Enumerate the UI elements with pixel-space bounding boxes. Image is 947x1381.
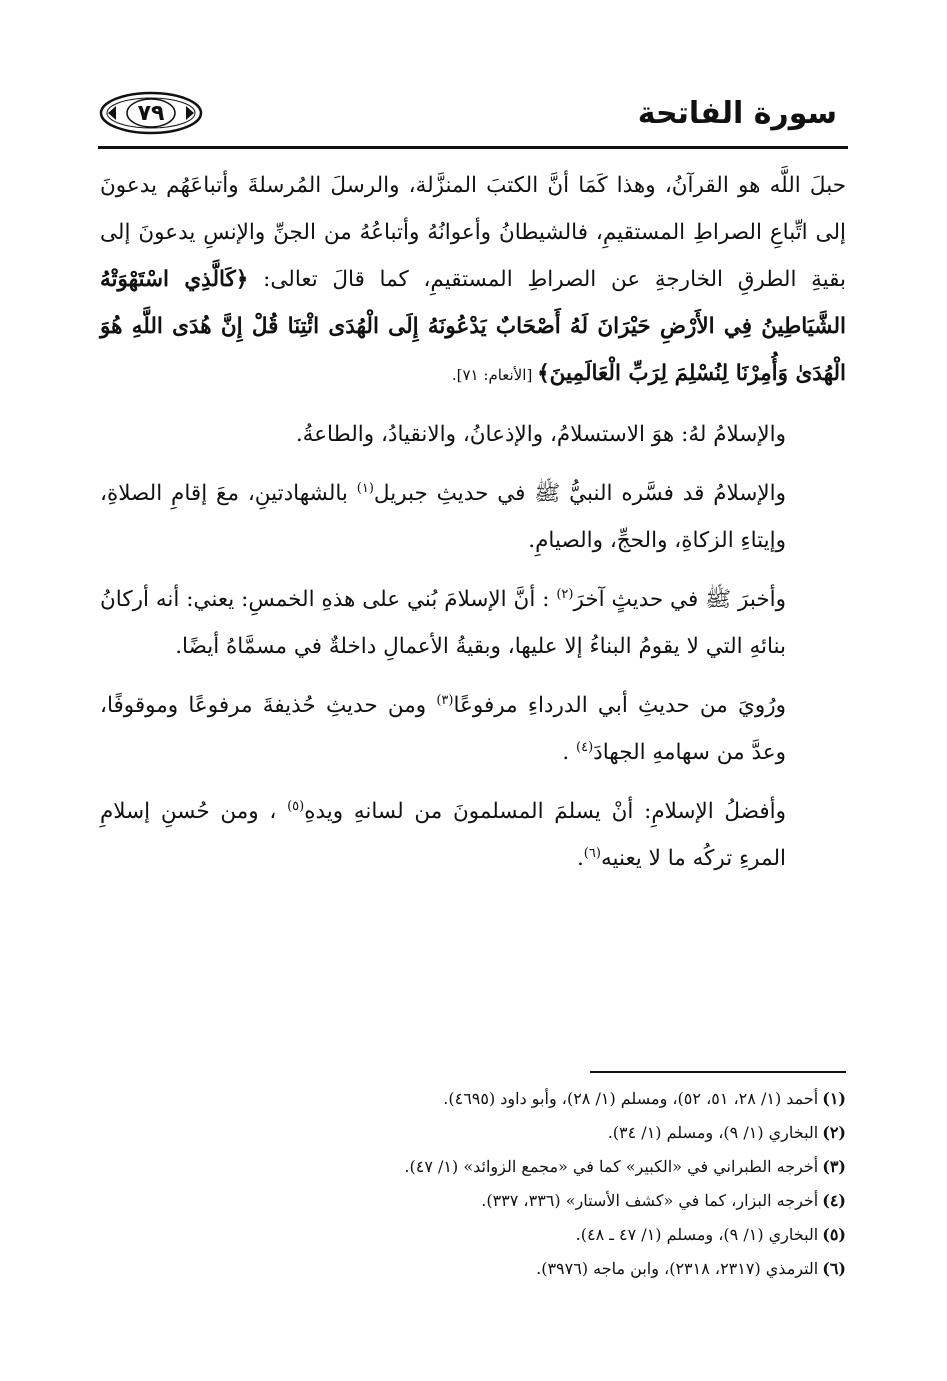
- footnote-marker-1[interactable]: (١): [356, 480, 374, 496]
- paragraph-text: وأفضلُ الإسلامِ: أنْ يسلمَ المسلمونَ من لسانهِ ويدهِ: [304, 799, 786, 824]
- footnote-3: [100, 1150, 846, 1184]
- footnote-1: [100, 1082, 846, 1116]
- footnote-marker-4[interactable]: (٤): [576, 739, 594, 755]
- footnote-5: [100, 1218, 846, 1252]
- paragraph-text: ورُويَ من حديثِ أبي الدرداءِ مرفوعًا: [453, 693, 786, 718]
- paragraph-5: [100, 682, 846, 776]
- paragraph-4: [100, 576, 846, 670]
- footnote-marker-2[interactable]: (٢): [556, 586, 574, 602]
- footnote-4: [100, 1184, 846, 1218]
- paragraph-text: حبلَ اللَّه هو القرآنُ، وهذا كَمَا أنَّ الكتبَ المنزَّلة، والرسلَ المُرسلةَ وأتباعَهُم يدعونَ إلى اتِّباعِ الصراطِ المستقيمِ، فالشيطانُ وأعوانُهُ وأتباعُهُ من الجنِّ والإنسِ يدعونَ إلى بقيةِ الطرقِ الخارجةِ عن الصراطِ المستقيمِ، كما قالَ تعالى:: [100, 173, 846, 292]
- footnote-6: [100, 1252, 846, 1286]
- paragraph-text: وأخبرَ ﷺ في حديثٍ آخرَ: [573, 587, 787, 612]
- header-divider: [98, 146, 848, 149]
- paragraph-1: [100, 162, 846, 399]
- footnote-divider: [590, 1071, 846, 1073]
- footnote-number: (٢): [822, 1123, 846, 1142]
- paragraph-text: : أنَّ الإسلامَ بُني على هذهِ الخمسِ: يعني: أنه أركانُ بنائهِ التي لا يقومُ البناءُ إلا عليها، وبقيةُ الأعمالِ داخلةٌ في مسمَّاهُ أيضًا.: [100, 587, 786, 659]
- footnote-number: (٤): [822, 1191, 846, 1210]
- quran-verse: ﴿كَالَّذِي اسْتَهْوَتْهُ الشَّيَاطِينُ فِي الأَرْضِ حَيْرَانَ لَهُ أَصْحَابٌ يَدْعُونَهُ إِلَى الْهُدَى ائْتِنَا قُلْ إِنَّ هُدَى اللَّهِ هُوَ الْهُدَىٰ وَأُمِرْنَا لِنُسْلِمَ لِرَبِّ الْعَالَمِينَ﴾: [100, 267, 846, 386]
- paragraph-6: [100, 788, 846, 882]
- surah-title: سورة الفاتحة: [637, 96, 837, 131]
- footnote-marker-6[interactable]: (٦): [583, 845, 601, 861]
- footnote-text: أخرجه الطبراني في «الكبير» كما في «مجمع الزوائد» (١/ ٤٧).: [404, 1157, 819, 1176]
- paragraph-text: .: [562, 740, 577, 765]
- footnote-text: الترمذي (٢٣١٧، ٢٣١٨)، وابن ماجه (٣٩٧٦).: [536, 1259, 819, 1278]
- verse-reference: [الأنعام: ٧١].: [451, 366, 538, 384]
- footnote-number: (٣): [822, 1157, 846, 1176]
- paragraph-text: والإسلامُ لهُ: هوَ الاستسلامُ، والإذعانُ، والانقيادُ، والطاعةُ.: [295, 422, 786, 447]
- page-number: ٧٩: [137, 100, 165, 126]
- footnote-text: البخاري (١/ ٩)، ومسلم (١/ ٣٤).: [607, 1123, 819, 1142]
- footnote-marker-3[interactable]: (٣): [436, 692, 454, 708]
- paragraph-text: والإسلامُ قد فسَّره النبيُّ ﷺ في حديثِ جبريل: [373, 481, 786, 506]
- paragraph-3: [100, 470, 846, 564]
- footnote-number: (١): [822, 1089, 846, 1108]
- paragraph-text: .: [576, 846, 584, 871]
- paragraph-2: [100, 411, 846, 458]
- footnote-marker-5[interactable]: (٥): [287, 798, 305, 814]
- footnote-text: البخاري (١/ ٩)، ومسلم (١/ ٤٧ ـ ٤٨).: [575, 1225, 819, 1244]
- paragraph-text: ومن حديثِ حُذيفةَ مرفوعًا وموقوفًا، وعدَّ من سهامهِ الجهادَ: [100, 693, 786, 765]
- footnote-text: أخرجه البزار، كما في «كشف الأستار» (٣٣٦، ٣٣٧).: [481, 1191, 819, 1210]
- paragraph-text: ، ومن حُسنِ إسلامِ المرءِ تركُه ما لا يعنيه: [100, 799, 786, 871]
- paragraph-text: بالشهادتينِ، معَ إقامِ الصلاةِ، وإيتاءِ الزكاةِ، والحجِّ، والصيامِ.: [100, 481, 786, 553]
- footnote-number: (٥): [822, 1225, 846, 1244]
- footnote-number: (٦): [822, 1259, 846, 1278]
- main-text: [100, 162, 846, 894]
- footnotes: [100, 1082, 846, 1286]
- footnote-2: [100, 1116, 846, 1150]
- footnote-text: أحمد (١/ ٢٨، ٥١، ٥٢)، ومسلم (١/ ٢٨)، وأبو داود (٤٦٩٥).: [443, 1089, 819, 1108]
